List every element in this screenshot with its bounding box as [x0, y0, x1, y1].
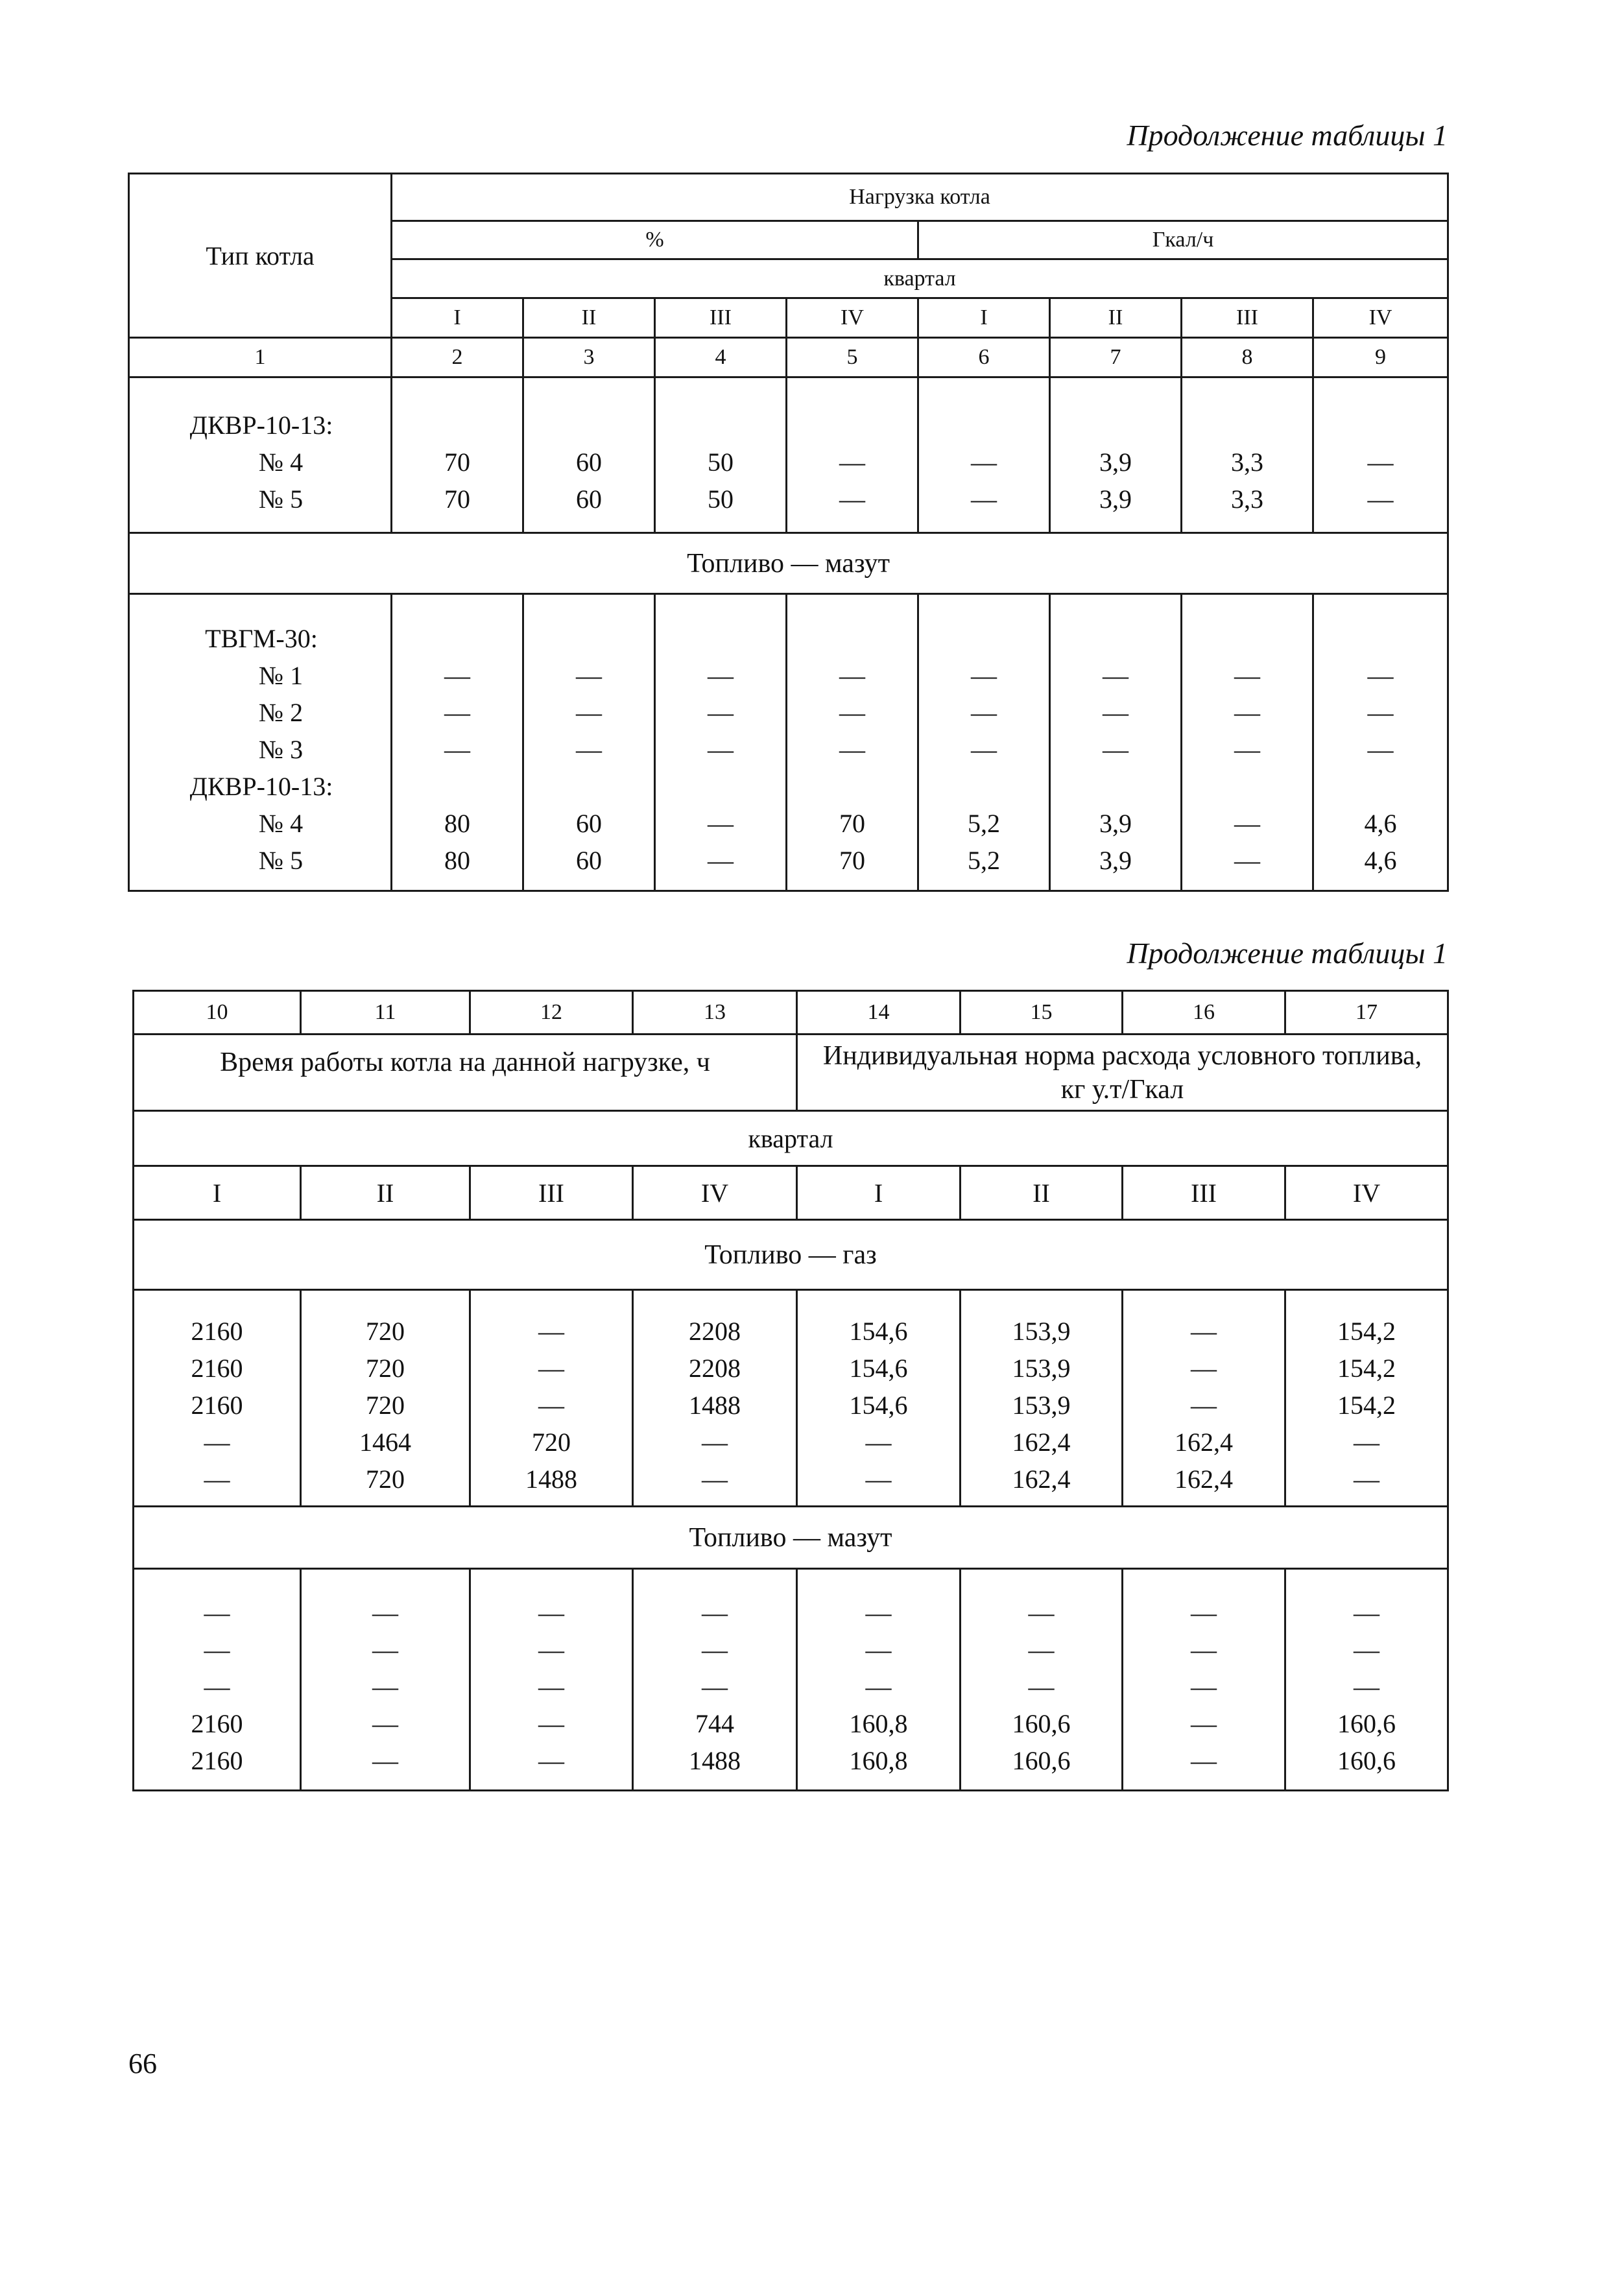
data-column-values: [1051, 606, 1180, 879]
data-column-cell: [1285, 1290, 1448, 1507]
data-value: 1488: [525, 1465, 577, 1494]
data-column-values: [798, 1580, 959, 1779]
data-column-values: [1286, 1580, 1447, 1779]
section-mazut-label: Топливо — мазут: [689, 1522, 892, 1553]
data-column-values: [961, 1298, 1121, 1498]
data-value: 70: [444, 448, 470, 477]
column-number-cell: 3: [523, 338, 655, 377]
data-value: 1488: [689, 1391, 741, 1420]
data-value: —: [708, 661, 734, 690]
data-column-cell: [301, 1569, 470, 1791]
data-column-values: [656, 606, 785, 879]
data-value: [656, 620, 785, 657]
data-column-values: [471, 1298, 632, 1498]
data-value: —: [1103, 698, 1128, 727]
data-column-values: [1123, 1580, 1284, 1779]
data-value: —: [538, 1635, 564, 1664]
section-gas-label: Топливо — газ: [704, 1239, 877, 1270]
data-value: 80: [444, 846, 470, 875]
header-quarter-cell: I: [918, 298, 1050, 338]
header-quarter-cell: I: [134, 1166, 301, 1220]
boiler-type-item: № 5: [258, 846, 304, 875]
column-number-cell: 8: [1182, 338, 1313, 377]
data-value: 80: [444, 809, 470, 838]
header-quarter-cell: IV: [1313, 298, 1448, 338]
data-value: 154,2: [1337, 1391, 1396, 1420]
data-column-cell: [392, 594, 523, 891]
header-gcal-label: Гкал/ч: [1152, 228, 1214, 252]
data-column-cell: [961, 1290, 1123, 1507]
data-value: —: [1191, 1672, 1217, 1701]
data-column-cell: [918, 377, 1050, 533]
data-column-cell: [633, 1569, 797, 1791]
data-value: —: [538, 1354, 564, 1383]
data-column-values: [524, 606, 654, 879]
data-value: [787, 407, 917, 444]
data-value: —: [204, 1465, 230, 1494]
header-operating-time-label: Время работы котла на данной нагрузке, ч: [220, 1047, 710, 1077]
data-column-cell: [392, 377, 523, 533]
data-value: —: [702, 1672, 728, 1701]
boiler-type-list: [130, 392, 390, 518]
data-value: 160,8: [849, 1746, 908, 1775]
data-value: [656, 768, 785, 805]
data-value: 720: [366, 1317, 405, 1346]
data-value: —: [839, 698, 865, 727]
data-value: 2160: [191, 1317, 243, 1346]
data-value: [919, 407, 1049, 444]
column-number-cell: 6: [918, 338, 1050, 377]
data-value: 720: [366, 1465, 405, 1494]
data-column-cell: [633, 1290, 797, 1507]
data-value: —: [839, 448, 865, 477]
data-value: —: [372, 1672, 398, 1701]
data-value: —: [708, 809, 734, 838]
data-value: 70: [839, 809, 865, 838]
data-value: [919, 620, 1049, 657]
data-value: [1314, 407, 1447, 444]
data-column-cell: [470, 1290, 633, 1507]
data-value: —: [372, 1598, 398, 1627]
data-value: 60: [576, 809, 602, 838]
data-column-cell: [918, 594, 1050, 891]
data-column-cell: [1050, 377, 1182, 533]
data-value: —: [702, 1428, 728, 1457]
header-fuel-norm: [797, 1035, 1448, 1111]
data-column-values: [961, 1580, 1121, 1779]
column-number-cell: 12: [470, 991, 633, 1035]
data-value: —: [204, 1598, 230, 1627]
data-value: —: [372, 1709, 398, 1738]
data-value: [656, 407, 785, 444]
column-number-cell: 5: [787, 338, 918, 377]
data-value: 4,6: [1364, 846, 1397, 875]
data-value: 154,2: [1337, 1354, 1396, 1383]
data-value: —: [1354, 1465, 1379, 1494]
boiler-types-mazut: [129, 594, 392, 891]
data-value: —: [204, 1635, 230, 1664]
data-column-values: [1314, 392, 1447, 518]
data-value: 60: [576, 846, 602, 875]
header-quarter-cell: III: [1182, 298, 1313, 338]
data-value: [524, 768, 654, 805]
data-value: 160,6: [1012, 1709, 1071, 1738]
boiler-type-item: ТВГМ-30:: [205, 624, 318, 653]
header-fuel-norm-line1: Индивидуальная норма расхода условного топлива,: [822, 1040, 1422, 1071]
data-column-cell: [961, 1569, 1123, 1791]
data-value: —: [865, 1672, 892, 1701]
data-value: 70: [839, 846, 865, 875]
header-boiler-load: [392, 174, 1448, 221]
data-column-values: [392, 392, 522, 518]
data-column-cell: [470, 1569, 633, 1791]
table-caption-bottom: Продолжение таблицы 1: [1127, 937, 1448, 970]
header-boiler-type-label: Тип котла: [206, 241, 315, 270]
boiler-type-item: № 3: [258, 735, 304, 764]
boiler-type-item: № 4: [258, 809, 304, 838]
data-value: —: [865, 1635, 892, 1664]
data-column-values: [392, 606, 522, 879]
data-value: —: [971, 448, 997, 477]
data-value: —: [839, 735, 865, 764]
data-column-values: [1182, 392, 1312, 518]
data-value: 154,6: [849, 1391, 908, 1420]
data-value: —: [538, 1709, 564, 1738]
boiler-type-item: № 2: [258, 698, 304, 727]
data-value: [919, 768, 1049, 805]
column-number-cell: 16: [1123, 991, 1285, 1035]
data-value: —: [1191, 1354, 1217, 1383]
column-number-cell: 15: [961, 991, 1123, 1035]
data-value: —: [1354, 1428, 1379, 1457]
data-column-cell: [134, 1569, 301, 1791]
data-column-cell: [523, 594, 655, 891]
data-value: —: [538, 1746, 564, 1775]
column-number-cell: 17: [1285, 991, 1448, 1035]
data-value: 5,2: [968, 846, 1000, 875]
data-value: 160,6: [1012, 1746, 1071, 1775]
data-value: [524, 407, 654, 444]
data-value: —: [708, 698, 734, 727]
header-quarter: [392, 259, 1448, 298]
data-column-values: [798, 1298, 959, 1498]
section-mazut-row: [129, 533, 1448, 594]
data-value: [1051, 620, 1180, 657]
header-quarter-cell: I: [392, 298, 523, 338]
data-value: 162,4: [1012, 1428, 1071, 1457]
data-value: 160,8: [849, 1709, 908, 1738]
data-value: —: [971, 698, 997, 727]
data-value: —: [1028, 1598, 1055, 1627]
data-value: 2160: [191, 1391, 243, 1420]
column-number-cell: 10: [134, 991, 301, 1035]
column-number-cell: 11: [301, 991, 470, 1035]
data-column-values: [1182, 606, 1312, 879]
data-value: 3,9: [1099, 448, 1132, 477]
data-column-cell: [1285, 1569, 1448, 1791]
header-percent-label: %: [645, 228, 664, 252]
data-value: 154,6: [849, 1317, 908, 1346]
data-value: 744: [695, 1709, 734, 1738]
data-value: 2160: [191, 1746, 243, 1775]
header-fuel-norm-line2: кг у.т/Гкал: [1060, 1074, 1184, 1105]
boiler-time-norm-table: [132, 990, 1449, 1791]
data-value: 720: [532, 1428, 571, 1457]
data-value: —: [708, 846, 734, 875]
data-column-values: [919, 606, 1049, 879]
data-column-values: [1051, 392, 1180, 518]
data-value: 153,9: [1012, 1391, 1071, 1420]
data-value: [1182, 407, 1312, 444]
data-value: [787, 620, 917, 657]
data-value: —: [839, 661, 865, 690]
data-value: 162,4: [1012, 1465, 1071, 1494]
data-column-values: [302, 1298, 469, 1498]
data-value: 50: [708, 485, 734, 514]
data-value: 5,2: [968, 809, 1000, 838]
data-value: —: [576, 661, 602, 690]
data-value: 2160: [191, 1354, 243, 1383]
data-value: —: [538, 1598, 564, 1627]
data-column-values: [1314, 606, 1447, 879]
data-value: 154,6: [849, 1354, 908, 1383]
header-boiler-load-label: Нагрузка котла: [849, 185, 990, 209]
section-gas-row: [134, 1220, 1448, 1290]
header-gcal: [918, 221, 1448, 259]
data-value: —: [444, 661, 470, 690]
data-column-cell: [134, 1290, 301, 1507]
boiler-type-item: ДКВР-10-13:: [189, 772, 333, 801]
data-value: —: [1367, 698, 1394, 727]
data-column-cell: [797, 1569, 961, 1791]
data-value: —: [1234, 846, 1260, 875]
data-column-cell: [787, 594, 918, 891]
data-column-cell: [1313, 594, 1448, 891]
data-value: 154,2: [1337, 1317, 1396, 1346]
column-number-cell: 4: [655, 338, 787, 377]
data-value: —: [1367, 448, 1394, 477]
data-value: —: [444, 698, 470, 727]
column-number-cell: 1: [129, 338, 392, 377]
boiler-types-gas: [129, 377, 392, 533]
data-value: —: [1191, 1598, 1217, 1627]
data-column-values: [1286, 1298, 1447, 1498]
data-value: 2208: [689, 1317, 741, 1346]
header-quarter-cell: IV: [1285, 1166, 1448, 1220]
boiler-type-list: [130, 606, 390, 879]
data-column-values: [134, 1298, 300, 1498]
header-quarter: [134, 1111, 1448, 1166]
data-value: —: [865, 1598, 892, 1627]
data-column-cell: [1123, 1290, 1285, 1507]
data-column-values: [634, 1298, 796, 1498]
table-caption-top: Продолжение таблицы 1: [1127, 119, 1448, 152]
data-value: —: [372, 1746, 398, 1775]
data-value: —: [1234, 735, 1260, 764]
data-value: —: [1367, 485, 1394, 514]
header-quarter-cell: II: [1050, 298, 1182, 338]
column-number-cell: 2: [392, 338, 523, 377]
header-quarter-cell: III: [1123, 1166, 1285, 1220]
data-value: —: [1367, 661, 1394, 690]
data-column-cell: [1123, 1569, 1285, 1791]
data-value: —: [1234, 698, 1260, 727]
data-value: [1051, 768, 1180, 805]
data-value: —: [1103, 661, 1128, 690]
data-value: [1182, 620, 1312, 657]
data-value: [524, 620, 654, 657]
data-column-cell: [1313, 377, 1448, 533]
data-value: —: [1354, 1635, 1379, 1664]
data-value: —: [538, 1317, 564, 1346]
data-value: —: [839, 485, 865, 514]
data-value: —: [971, 661, 997, 690]
data-value: —: [702, 1465, 728, 1494]
header-quarter-cell: II: [523, 298, 655, 338]
data-value: 1488: [689, 1746, 741, 1775]
data-column-cell: [655, 594, 787, 891]
data-value: 2208: [689, 1354, 741, 1383]
column-number-cell: 7: [1050, 338, 1182, 377]
data-value: —: [204, 1428, 230, 1457]
boiler-type-item: ДКВР-10-13:: [189, 411, 333, 440]
data-column-values: [919, 392, 1049, 518]
data-value: 3,9: [1099, 846, 1132, 875]
data-column-values: [787, 606, 917, 879]
data-column-values: [471, 1580, 632, 1779]
data-value: [787, 768, 917, 805]
data-value: 3,9: [1099, 485, 1132, 514]
data-value: [392, 768, 522, 805]
data-column-values: [634, 1580, 796, 1779]
header-quarter-cell: II: [961, 1166, 1123, 1220]
data-column-values: [134, 1580, 300, 1779]
header-quarter-cell: IV: [787, 298, 918, 338]
data-value: —: [1354, 1598, 1379, 1627]
data-value: —: [708, 735, 734, 764]
boiler-type-item: № 1: [258, 661, 304, 690]
data-value: [1314, 768, 1447, 805]
data-column-cell: [655, 377, 787, 533]
header-quarter-label: квартал: [748, 1123, 833, 1153]
data-value: [392, 620, 522, 657]
section-mazut-row: [134, 1507, 1448, 1569]
data-value: —: [702, 1598, 728, 1627]
data-value: —: [1191, 1391, 1217, 1420]
data-value: —: [702, 1635, 728, 1664]
header-boiler-type: [129, 174, 392, 338]
data-column-values: [302, 1580, 469, 1779]
data-column-cell: [787, 377, 918, 533]
data-value: 60: [576, 448, 602, 477]
data-value: —: [1191, 1709, 1217, 1738]
data-value: —: [1234, 661, 1260, 690]
data-value: —: [1367, 735, 1394, 764]
data-value: —: [971, 735, 997, 764]
data-column-cell: [523, 377, 655, 533]
data-value: 60: [576, 485, 602, 514]
data-value: [392, 407, 522, 444]
data-column-values: [656, 392, 785, 518]
data-value: 1464: [359, 1428, 411, 1457]
data-value: —: [1028, 1635, 1055, 1664]
boiler-type-item: № 5: [258, 485, 304, 514]
data-value: —: [538, 1391, 564, 1420]
data-column-values: [1123, 1298, 1284, 1498]
data-value: [1182, 768, 1312, 805]
header-quarter-label: квартал: [883, 266, 956, 291]
header-percent: [392, 221, 918, 259]
data-value: 162,4: [1175, 1428, 1233, 1457]
data-value: 162,4: [1175, 1465, 1233, 1494]
data-value: —: [1354, 1672, 1379, 1701]
data-value: —: [204, 1672, 230, 1701]
data-column-values: [524, 392, 654, 518]
data-value: —: [865, 1428, 892, 1457]
header-quarter-cell: II: [301, 1166, 470, 1220]
data-column-cell: [1182, 594, 1313, 891]
header-quarter-cell: III: [655, 298, 787, 338]
data-value: —: [971, 485, 997, 514]
boiler-type-item: № 4: [258, 448, 304, 477]
data-value: 3,3: [1231, 448, 1263, 477]
data-value: —: [538, 1672, 564, 1701]
column-number-cell: 9: [1313, 338, 1448, 377]
data-value: 720: [366, 1391, 405, 1420]
header-quarter-cell: IV: [633, 1166, 797, 1220]
data-value: —: [576, 698, 602, 727]
data-value: 70: [444, 485, 470, 514]
data-value: —: [1191, 1317, 1217, 1346]
data-value: 720: [366, 1354, 405, 1383]
data-column-cell: [1050, 594, 1182, 891]
data-value: —: [1234, 809, 1260, 838]
data-value: 2160: [191, 1709, 243, 1738]
data-value: 3,9: [1099, 809, 1132, 838]
data-column-cell: [301, 1290, 470, 1507]
data-column-values: [787, 392, 917, 518]
data-value: —: [865, 1465, 892, 1494]
data-value: —: [576, 735, 602, 764]
data-value: 153,9: [1012, 1354, 1071, 1383]
column-number-cell: 13: [633, 991, 797, 1035]
data-value: 3,3: [1231, 485, 1263, 514]
page-number: 66: [128, 2048, 157, 2079]
data-value: 160,6: [1337, 1746, 1396, 1775]
data-column-cell: [1182, 377, 1313, 533]
data-value: —: [1191, 1746, 1217, 1775]
data-column-cell: [797, 1290, 961, 1507]
boiler-load-table: [128, 173, 1449, 892]
data-value: —: [1028, 1672, 1055, 1701]
data-value: [1051, 407, 1180, 444]
data-value: 153,9: [1012, 1317, 1071, 1346]
header-quarter-cell: III: [470, 1166, 633, 1220]
data-value: 50: [708, 448, 734, 477]
data-value: —: [372, 1635, 398, 1664]
column-number-cell: 14: [797, 991, 961, 1035]
data-value: —: [1103, 735, 1128, 764]
section-mazut-label: Топливо — мазут: [687, 548, 890, 579]
header-quarter-cell: I: [797, 1166, 961, 1220]
data-value: 4,6: [1364, 809, 1397, 838]
data-value: —: [444, 735, 470, 764]
data-value: [1314, 620, 1447, 657]
data-value: —: [1191, 1635, 1217, 1664]
header-operating-time: [134, 1035, 797, 1111]
data-value: 160,6: [1337, 1709, 1396, 1738]
